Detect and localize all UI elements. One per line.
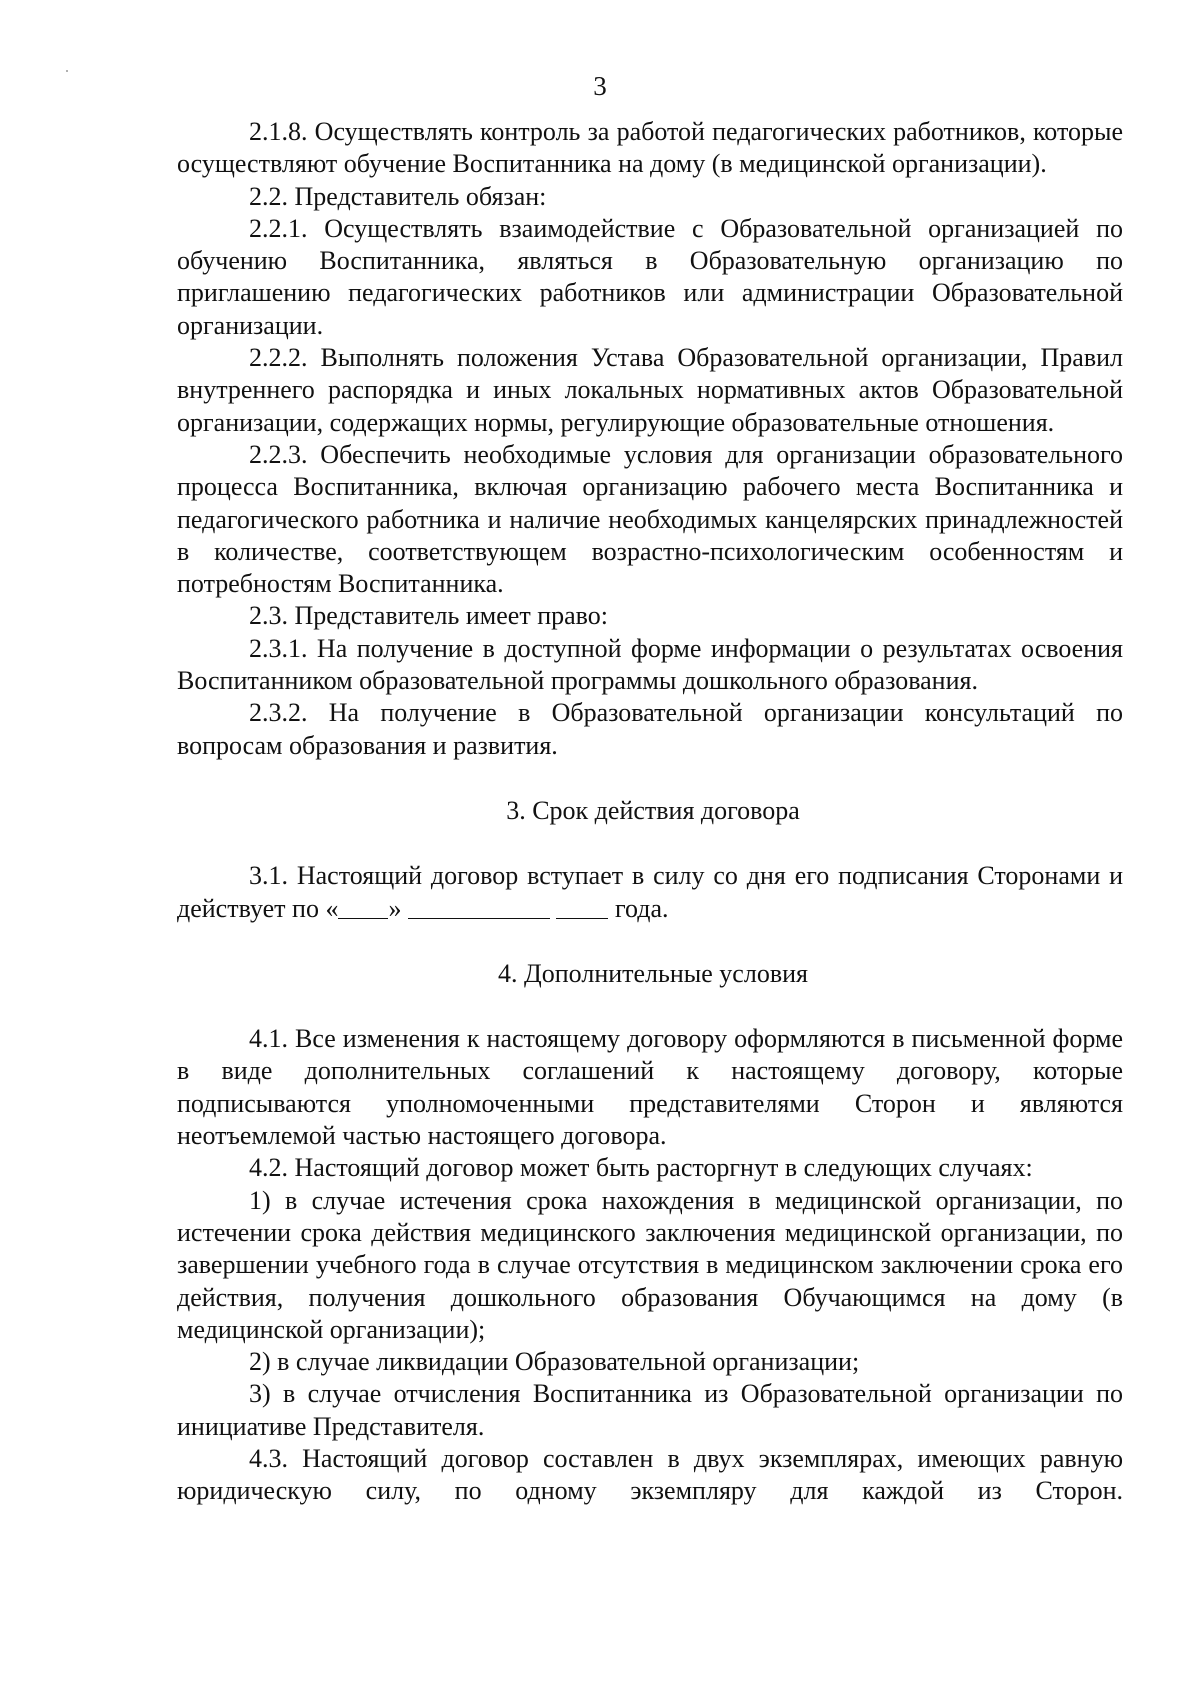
quote-open: « — [325, 893, 339, 923]
paragraph-4-2: 4.2. Настоящий договор может быть расторгнут в следующих случаях: — [249, 1153, 1033, 1183]
year-blank — [556, 896, 608, 919]
day-blank — [338, 896, 388, 919]
paragraph-2-2-3: 2.2.3. Обеспечить необходимые условия для организации образовательного процесса Воспитанника, включая организацию рабочего места Воспитанника и педагогического работника и наличие необходимых канцелярских принадлежностей в количестве, соответствующем возрастно-психологическим особенностям и потребностям Воспитанника. — [177, 439, 1123, 599]
list-item-3: 3) в случае отчисления Воспитанника из Образовательной организации по инициативе Представителя. — [177, 1379, 1123, 1441]
section-heading-3: 3. Срок действия договора — [506, 795, 800, 825]
paragraph-2-3-1: 2.3.1. На получение в доступной форме информации о результатах освоения Воспитанником образовательной программы дошкольного образования. — [177, 633, 1123, 696]
spacer — [177, 762, 1123, 795]
document-body — [177, 116, 1123, 1508]
paragraph-4-1: 4.1. Все изменения к настоящему договору оформляются в письменной форме в виде дополнительных соглашений к настоящему договору, которые подписываются уполномоченными представителями Сторон и являются неотъемлемой частью настоящего договора. — [177, 1024, 1123, 1151]
paragraph-2-2-1: 2.2.1. Осуществлять взаимодействие с Образовательной организацией по обучению Воспитанника, являться в Образовательную организацию по приглашению педагогических работников или администрации Образовательной организации. — [177, 213, 1123, 340]
list-item-2: 2) в случае ликвидации Образовательной организации; — [249, 1347, 860, 1377]
spacer — [177, 990, 1123, 1023]
page-number: 3 — [593, 71, 607, 101]
paragraph-2-3-2: 2.3.2. На получение в Образовательной организации консультаций по вопросам образования и развития. — [177, 698, 1123, 760]
paragraph-3-1 — [177, 860, 1123, 925]
quote-close: » — [388, 893, 402, 923]
paragraph-2-2-2: 2.2.2. Выполнять положения Устава Образовательной организации, Правил внутреннего распорядка и иных локальных нормативных актов Образовательной организации, содержащих нормы, регулирующие образовательные отношения. — [177, 343, 1123, 437]
spacer — [177, 925, 1123, 958]
spacer — [177, 827, 1123, 860]
paragraph-2-2: 2.2. Представитель обязан: — [249, 181, 547, 211]
month-blank — [408, 896, 550, 919]
year-word: года. — [614, 893, 669, 923]
paragraph-3-1-text: 3.1. Настоящий договор вступает в силу со дня его подписания Сторонами и действует по — [177, 861, 1123, 923]
section-heading-4: 4. Дополнительные условия — [498, 958, 808, 988]
list-item-1: 1) в случае истечения срока нахождения в медицинской организации, по истечении срока действия медицинского заключения медицинской организации, по завершении учебного года в случае отсутствия в медицинском заключении срока его действия, получения дошкольного образования Обучающимся на дому (в медицинской организации); — [177, 1185, 1123, 1344]
paragraph-4-3: 4.3. Настоящий договор составлен в двух экземплярах, имеющих равную юридическую силу, по одному экземпляру для каждой из Сторон. — [177, 1443, 1123, 1506]
paragraph-2-3: 2.3. Представитель имеет право: — [249, 601, 608, 631]
paragraph-2-1-8: 2.1.8. Осуществлять контроль за работой педагогических работников, которые осуществляют обучение Воспитанника на дому (в медицинской организации). — [177, 117, 1123, 179]
